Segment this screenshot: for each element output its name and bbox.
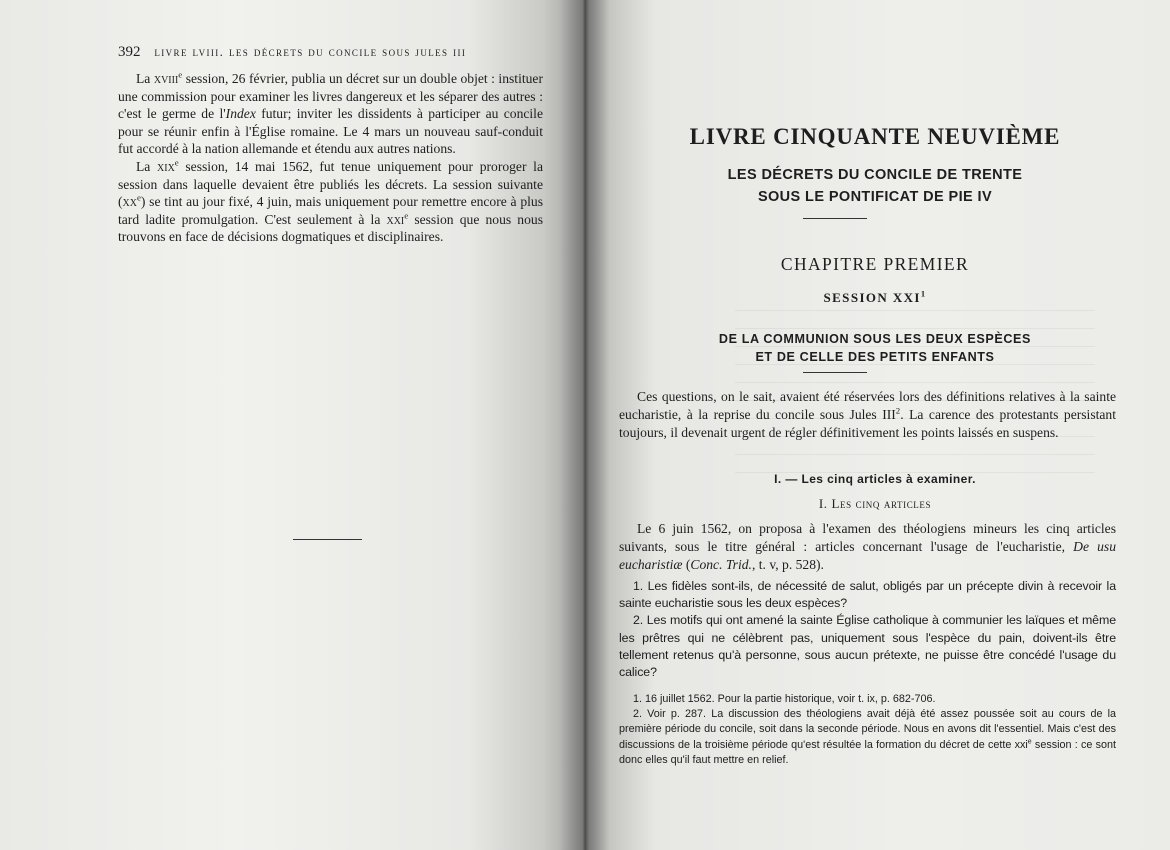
- articles-list: [619, 578, 1116, 681]
- page-number: 392: [118, 44, 141, 60]
- running-title: livre lviii. les décrets du concile sous jules iii: [154, 44, 467, 59]
- footnote-1: 1. 16 juillet 1562. Pour la partie historique, voir t. ix, p. 682-706.: [633, 693, 936, 705]
- footnotes: [619, 692, 1116, 768]
- left-body-text: [118, 70, 543, 246]
- session-title: SESSION XXI$^1$: [823, 288, 927, 305]
- running-head: [118, 44, 538, 61]
- articles-paragraph: Le 6 juin 1562, on proposa à l'examen des théologiens mineurs les cinq articles suivants, sous le titre général : articles concernant l'usage de l'eucharistie, De usu eucharistiæ (Conc. Trid., t. v, p. 528).: [619, 521, 1116, 572]
- title-rule: [803, 218, 867, 219]
- paragraph-session-18: La xviii$^e$ session, 26 février, publia un décret sur un double objet : instituer une commission pour examiner les livres dangereux et les séparer des autres : c'est le germe de l'Index futur; inviter les dissidents à participer au concile pour se réunir enfin à l'Église romaine. Le 4 mars un nouveau sauf-conduit fut accordé à la nation allemande et étendu aux autres nations.: [118, 69, 543, 157]
- livre-title: LIVRE CINQUANTE NEUVIÈME: [689, 124, 1061, 149]
- intro-paragraph: Ces questions, on le sait, avaient été réservées lors des définitions relatives à la sainte eucharistie, à la reprise du concile sous Jules III$^2$. La carence des protestants persistant toujours, il devenait urgent de régler définitivement les points laissés en suspens.: [619, 389, 1116, 440]
- book-subtitle: LES DÉCRETS DU CONCILE DE TRENTE SOUS LE PONTIFICAT DE PIE IV: [727, 167, 1023, 205]
- paragraph-session-19-21: La xix$^e$ session, 14 mai 1562, fut tenue uniquement pour proroger la session dans laquelle devaient être publiés les décrets. La session suivante $(xx^e)$ se tint au jour fixé, 4 juin, mais uniquement pour remettre encore à plus tard ladite promulgation. C'est seulement à la xxi$^e$ session que nous nous trouvons en face de décisions dogmatiques et disciplinaires.: [118, 157, 543, 245]
- section-heading: I. — Les cinq articles à examiner.: [774, 472, 976, 486]
- book-gutter: [560, 0, 610, 850]
- right-page: [585, 0, 1170, 850]
- section-subheading: I. Les cinq articles: [818, 496, 932, 511]
- heading-rule: [803, 372, 867, 373]
- list-item: 1. Les fidèles sont-ils, de nécessité de salut, obligés par un précepte divin à recevoir la sainte eucharistie sous les deux espèces?: [619, 579, 1116, 611]
- chapter-title: CHAPITRE PREMIER: [780, 254, 970, 274]
- end-of-book-rule: [293, 539, 362, 540]
- chapter-heading: DE LA COMMUNION SOUS LES DEUX ESPÈCES ET DE CELLE DES PETITS ENFANTS: [718, 332, 1032, 364]
- footnote-2: 2. Voir p. 287. La discussion des théologiens avait déjà été assez poussée soit au cours de la première période du concile, soit dans la seconde période. Nous en avons dit l'essentiel. Mais c'est des discussions de la troisième période qu'est résultée la formation du décret de cette xxi$^e$ session : ce sont donc elles qu'il faut mettre en relief.: [619, 708, 1116, 766]
- list-item: 2. Les motifs qui ont amené la sainte Église catholique à communier les laïques et même les prêtres qui ne célèbrent pas, uniquement sous l'espèce du pain, doivent-ils être tellement retenus qu'à personne, sous aucun prétexte, ne puisse être concédé l'usage du calice?: [619, 613, 1116, 680]
